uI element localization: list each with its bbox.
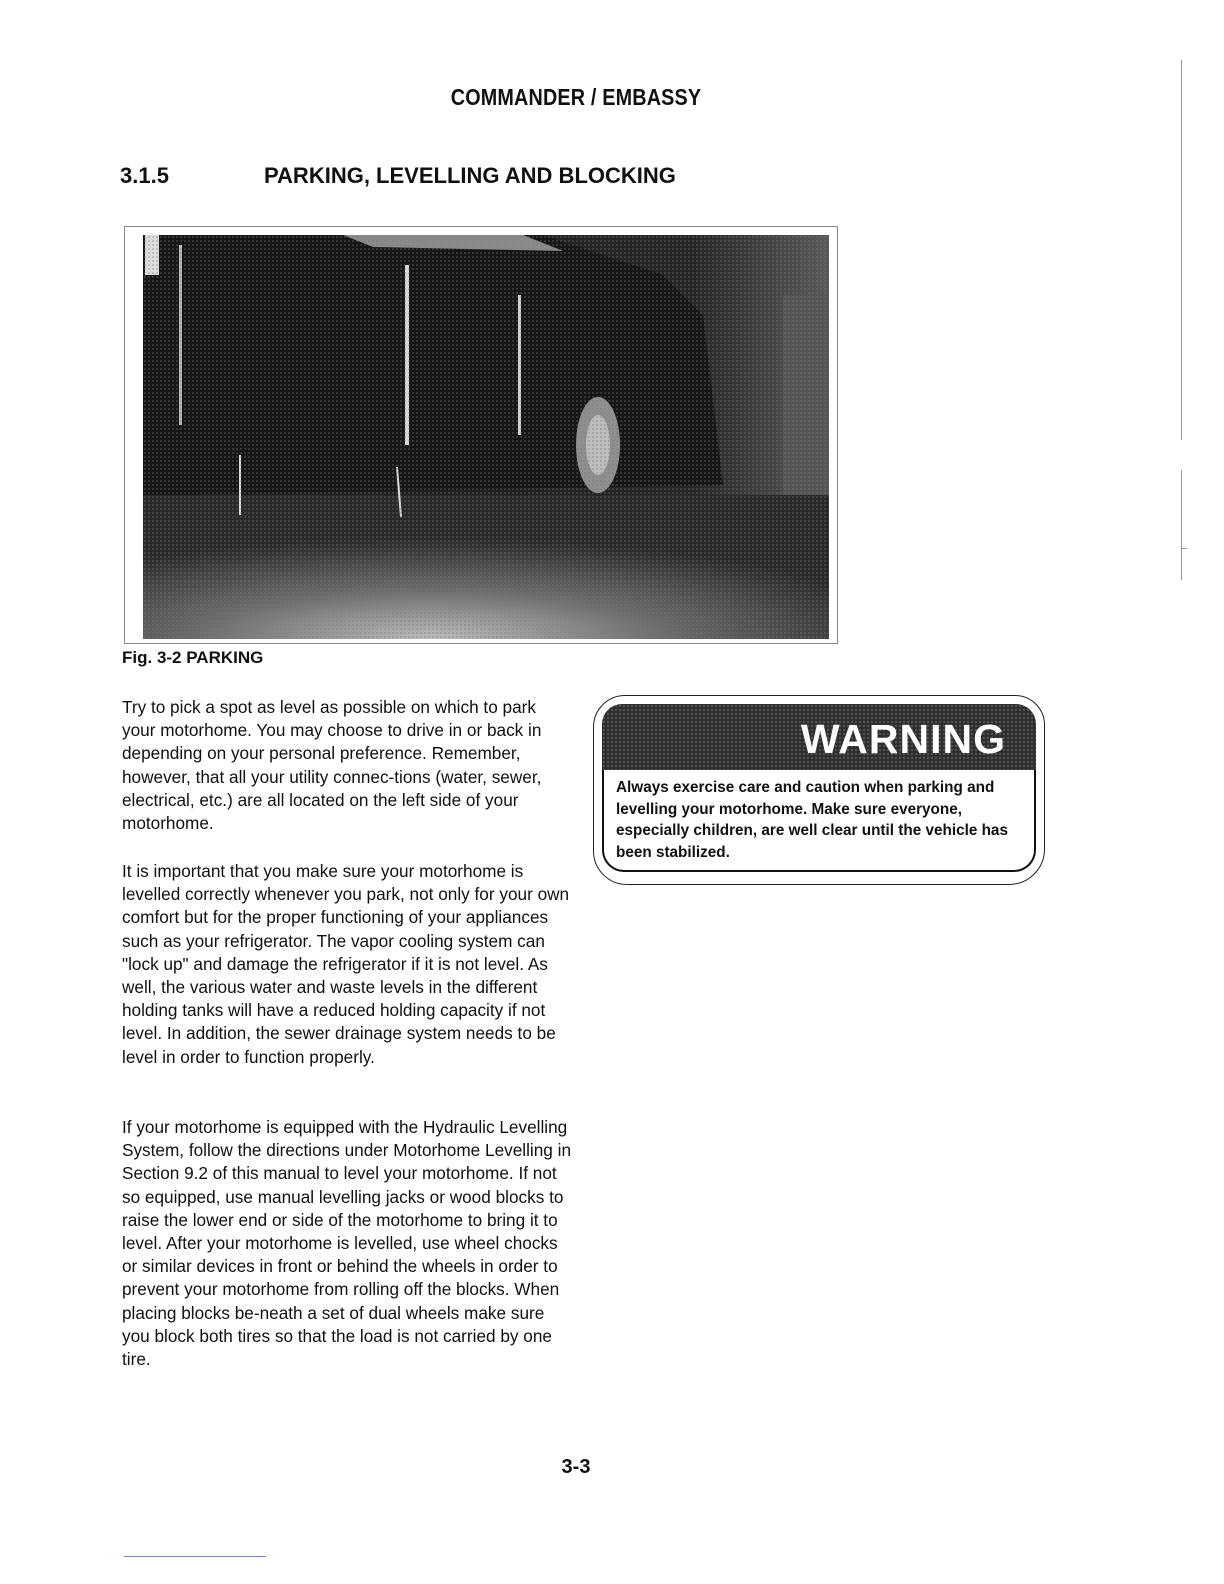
scan-margin-mark — [1181, 548, 1187, 549]
parking-photo — [143, 235, 829, 639]
paragraph-levelling-procedure — [122, 1116, 572, 1371]
scan-margin-mark — [1181, 60, 1182, 440]
footnote-rule — [124, 1556, 266, 1557]
section-title: PARKING, LEVELLING AND BLOCKING — [264, 163, 676, 188]
paragraph-text: If your motorhome is equipped with the Hydraulic Levelling System, follow the directions under Motorhome Levelling in Section 9.2 of this manual to level your motorhome. If not so equipped, use manual levelling jacks or wood blocks to raise the lower end or side of the motorhome to bring it to level. After your motorhome is levelled, use wheel chocks or similar devices in front or behind the wheels in order to prevent your motorhome from rolling off the blocks. When placing blocks be-neath a set of dual wheels make sure you block both tires so that the load is not carried by one tire. — [122, 1117, 572, 1370]
running-header: COMMANDER / EMBASSY — [450, 84, 702, 110]
figure-frame — [124, 226, 838, 644]
figure-caption: Fig. 3-2 PARKING — [122, 648, 264, 667]
warning-banner — [602, 704, 1036, 770]
section-number: 3.1.5 — [120, 163, 169, 188]
paragraph-levelling-importance — [122, 860, 572, 1069]
warning-text: Always exercise care and caution when parking and levelling your motorhome. Make sure everyone, especially children, are well clear until the vehicle has been stabilized. — [602, 770, 1036, 872]
scan-margin-mark — [1181, 470, 1182, 580]
page-number: 3-3 — [561, 1456, 591, 1478]
paragraph-spot-selection — [122, 696, 572, 835]
paragraph-text: Try to pick a spot as level as possible on which to park your motorhome. You may choose to drive in or back in depending on your personal preference. Remember, however, that all your utility connec-tions (water, sewer, electrical, etc.) are all located on the left side of your motorhome. — [122, 697, 542, 834]
paragraph-text: It is important that you make sure your motorhome is levelled correctly whenever you park, not only for your own comfort but for the proper functioning of your appliances such as your refrigerator. The vapor cooling system can "lock up" and damage the refrigerator if it is not level. As well, the various water and waste levels in the different holding tanks will have a reduced holding capacity if not level. In addition, the sewer drainage system needs to be level in order to function properly. — [122, 861, 570, 1067]
motorhome-parking-image — [143, 235, 829, 639]
warning-title: WARNING — [800, 716, 1006, 762]
warning-box — [593, 695, 1045, 885]
